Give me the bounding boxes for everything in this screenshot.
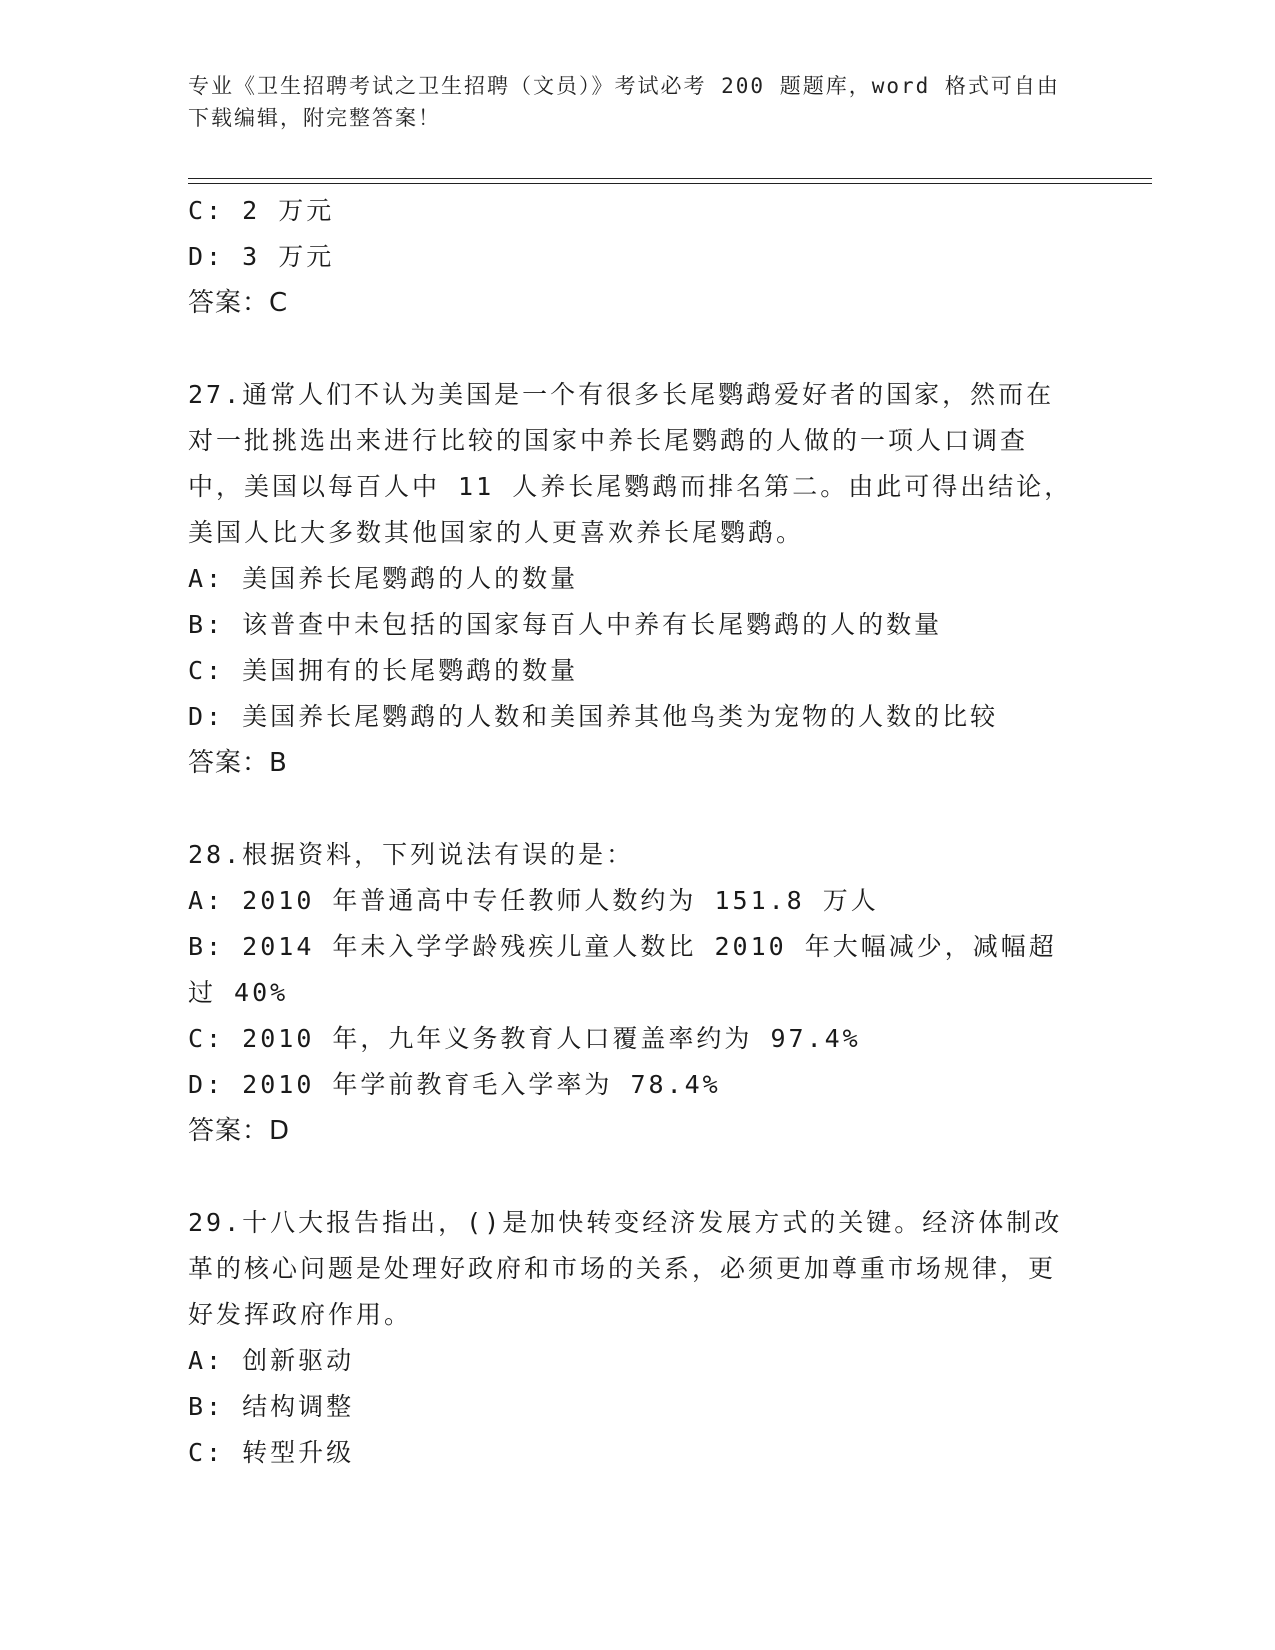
option-d [188,694,1088,740]
option-letter: C: [188,656,225,685]
option-text: 2010 年，九年义务教育人口覆盖率约为 97.4% [242,1024,861,1053]
option-text: 美国拥有的长尾鹦鹉的数量 [242,656,579,685]
option-b [188,924,1078,1016]
option-letter: C: [188,1024,225,1053]
option-text: 结构调整 [242,1392,355,1421]
page-header: 专业《卫生招聘考试之卫生招聘（文员）》考试必考 200 题题库，word 格式可自由下载编辑，附完整答案！ [188,74,1060,130]
question-stem: 29.十八大报告指出，()是加快转变经济发展方式的关键。经济体制改革的核心问题是处理好政府和市场的关系，必须更加尊重市场规律，更好发挥政府作用。 [188,1208,1063,1329]
option-text: 2010 年学前教育毛入学率为 78.4% [242,1070,721,1099]
option-letter: B: [188,610,225,639]
option-letter: C: [188,196,225,225]
option-letter: A: [188,886,225,915]
option-letter: B: [188,1392,225,1421]
partial-question [188,188,1088,326]
option-c [188,648,1088,694]
option-a [188,556,1088,602]
option-c [188,1430,1088,1476]
option-d [188,1062,1088,1108]
option-letter: D: [188,242,225,271]
option-text: 2010 年普通高中专任教师人数约为 151.8 万人 [242,886,879,915]
option-text: 创新驱动 [242,1346,355,1375]
option-d [188,234,1088,280]
option-letter: D: [188,702,225,731]
option-b [188,602,1088,648]
option-letter: C: [188,1438,225,1467]
answer: 答案：C [188,288,289,318]
answer: 答案：B [188,748,288,778]
option-letter: A: [188,1346,225,1375]
option-text: 3 万元 [242,242,335,271]
option-text: 美国养长尾鹦鹉的人数和美国养其他鸟类为宠物的人数的比较 [242,702,999,731]
document-body [188,188,1088,1476]
question-28 [188,832,1088,1154]
option-b [188,1384,1088,1430]
option-c [188,188,1088,234]
option-a [188,1338,1088,1384]
option-text: 2 万元 [242,196,335,225]
question-29 [188,1200,1088,1476]
answer: 答案：D [188,1116,291,1146]
option-letter: A: [188,564,225,593]
option-c [188,1016,1088,1062]
option-text: 该普查中未包括的国家每百人中养有长尾鹦鹉的人的数量 [242,610,943,639]
option-text: 转型升级 [242,1438,355,1467]
header-divider [188,178,1152,184]
option-text: 美国养长尾鹦鹉的人的数量 [242,564,579,593]
option-letter: B: [188,932,225,961]
question-27 [188,372,1088,786]
option-letter: D: [188,1070,225,1099]
question-stem: 27.通常人们不认为美国是一个有很多长尾鹦鹉爱好者的国家，然而在对一批挑选出来进行比较的国家中养长尾鹦鹉的人做的一项人口调查中，美国以每百人中 11 人养长尾鹦鹉而排名第二。由此可得出结论，美国人比大多数其他国家的人更喜欢养长尾鹦鹉。 [188,380,1073,547]
option-text: 2014 年未入学学龄残疾儿童人数比 2010 年大幅减少，减幅超过 40% [188,932,1057,1007]
option-a [188,878,1088,924]
question-stem: 28.根据资料，下列说法有误的是： [188,840,635,869]
